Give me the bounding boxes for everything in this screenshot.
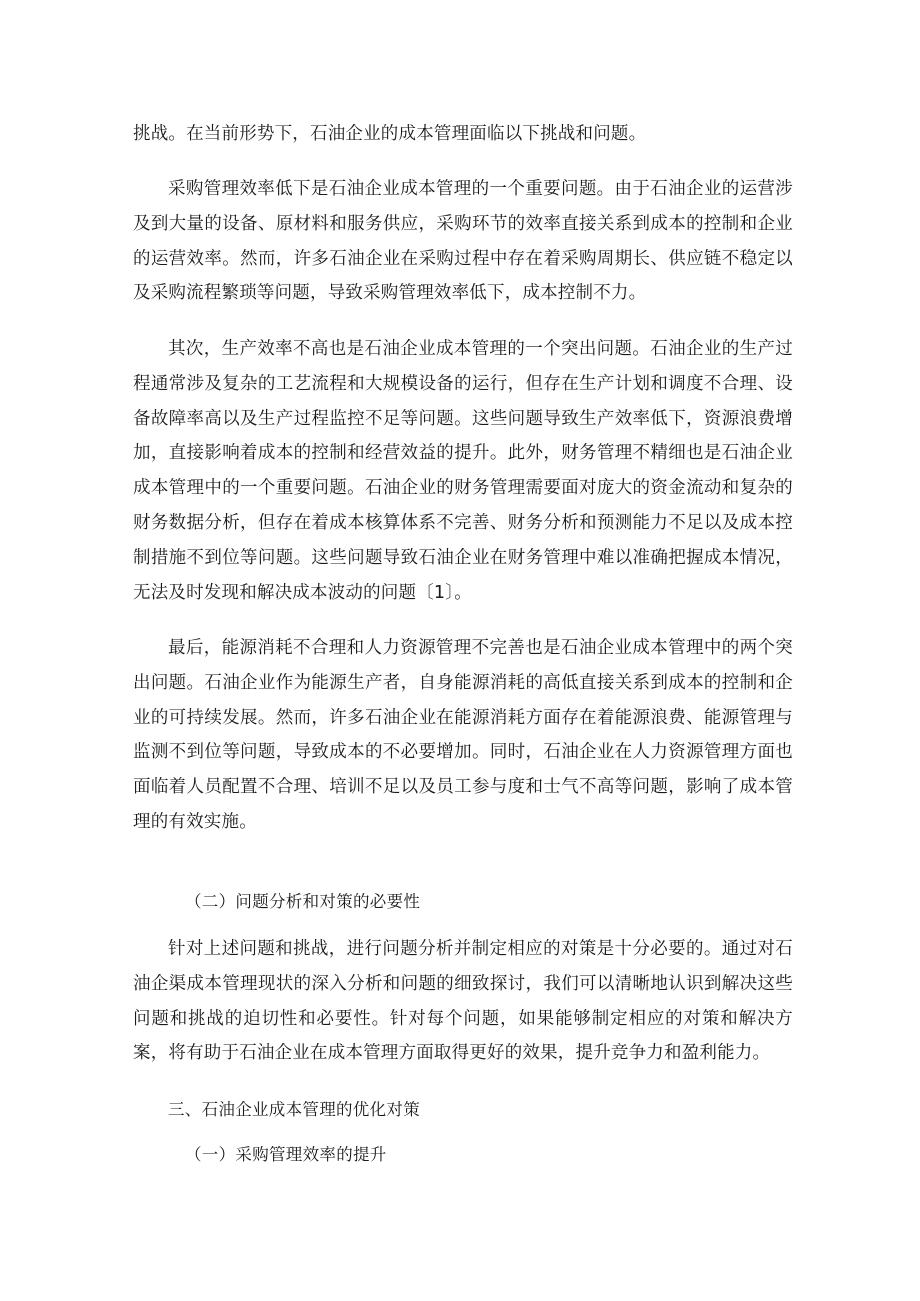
section-heading-optimization: 三、石油企业成本管理的优化对策 bbox=[168, 1100, 420, 1119]
paragraph-energy-hr: 最后，能源消耗不合理和人力资源管理不完善也是石油企业成本管理中的两个突出问题。石油企业作为能源生产者，自身能源消耗的高低直接关系到成本的控制和企业的可持续发展。然而，许多石油企业在能源消耗方面存在着能源浪费、能源管理与监测不到位等问题，导致成本的不必要增加。同时，石油企业在人力资源管理方面也面临着人员配置不合理、培训不足以及员工参与度和士气不高等问题，影响了成本管理的有效实施。 bbox=[133, 638, 793, 832]
paragraph-production-finance bbox=[133, 332, 793, 610]
citation-reference: 〔1〕 bbox=[416, 582, 455, 603]
paragraph-production-text: 其次，生产效率不高也是石油企业成本管理的一个突出问题。石油企业的生产过程通常涉及复杂的工艺流程和大规模设备的运行，但存在生产计划和调度不合理、设备故障率高以及生产过程监控不足等问题。这些问题导致生产效率低下，资源浪费增加，直接影响着成本的控制和经营效益的提升。此外，财务管理不精细也是石油企业成本管理中的一个重要问题。石油企业的财务管理需要面对庞大的资金流动和复杂的财务数据分析，但存在着成本核算体系不完善、财务分析和预测能力不足以及成本控制措施不到位等问题。这些问题导致石油企业在财务管理中难以准确把握成本情况，无法及时发现和解决成本波动的问题 bbox=[133, 339, 793, 603]
subheading-problem-analysis: （二）问题分析和对策的必要性 bbox=[185, 892, 421, 911]
paragraph-procurement-efficiency: 采购管理效率低下是石油企业成本管理的一个重要问题。由于石油企业的运营涉及到大量的设备、原材料和服务供应，采购环节的效率直接关系到成本的控制和企业的运营效率。然而，许多石油企业在采购过程中存在着采购周期长、供应链不稳定以及采购流程繁琐等问题，导致采购管理效率低下，成本控制不力。 bbox=[133, 179, 793, 304]
paragraph-intro: 挑战。在当前形势下，石油企业的成本管理面临以下挑战和问题。 bbox=[133, 124, 647, 144]
paragraph-production-end: 。 bbox=[454, 582, 472, 603]
paragraph-necessity: 针对上述问题和挑战，进行问题分析并制定相应的对策是十分必要的。通过对石油企渠成本管理现状的深入分析和问题的细致探讨，我们可以清晰地认识到解决这些问题和挑战的迫切性和必要性。针对每个问题，如果能够制定相应的对策和解决方案，将有助于石油企业在成本管理方面取得更好的效果，提升竞争力和盈利能力。 bbox=[133, 939, 793, 1064]
subheading-procurement-improvement: （一）采购管理效率的提升 bbox=[185, 1145, 387, 1164]
